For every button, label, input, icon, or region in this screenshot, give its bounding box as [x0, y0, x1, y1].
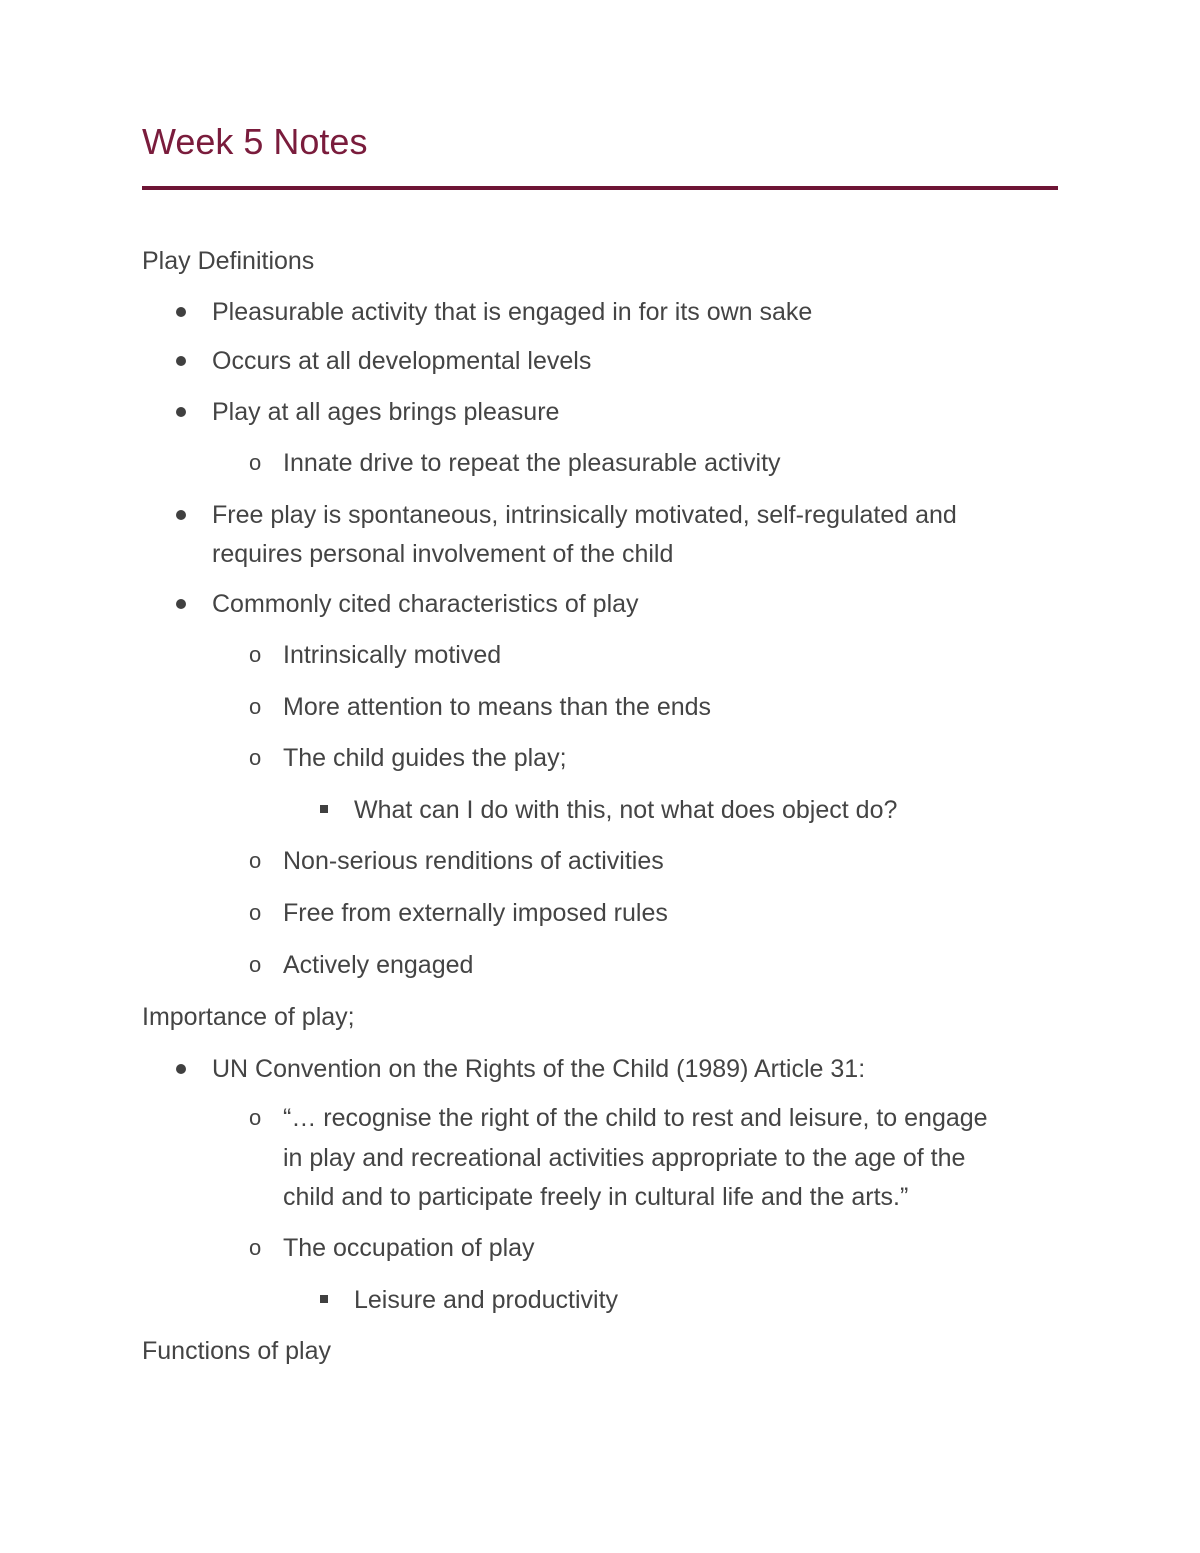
circle-bullet-icon: o — [249, 1235, 262, 1260]
circle-bullet-icon: o — [249, 745, 262, 770]
bullet-icon — [176, 599, 186, 609]
list-item: Free from externally imposed rules — [283, 899, 668, 927]
bullet-icon — [176, 407, 186, 417]
list-item: UN Convention on the Rights of the Child (1989) Article 31: — [212, 1055, 866, 1083]
list-item: The occupation of play — [283, 1234, 535, 1262]
circle-bullet-icon: o — [249, 1105, 262, 1130]
bullet-icon — [176, 510, 186, 520]
list-item: Leisure and productivity — [354, 1286, 619, 1314]
list-item: Free play is spontaneous, intrinsically motivated, self-regulated and — [212, 501, 957, 529]
circle-bullet-icon: o — [249, 450, 262, 475]
list-item: The child guides the play; — [283, 744, 567, 772]
section-heading-importance-of-play: Importance of play; — [142, 1003, 355, 1031]
circle-bullet-icon: o — [249, 952, 262, 977]
list-item: What can I do with this, not what does object do? — [354, 796, 898, 824]
list-item-continuation: child and to participate freely in cultural life and the arts.” — [283, 1183, 909, 1211]
list-item: Non-serious renditions of activities — [283, 847, 664, 875]
circle-bullet-icon: o — [249, 848, 262, 873]
list-item: “… recognise the right of the child to rest and leisure, to engage — [283, 1104, 988, 1132]
bullet-icon — [176, 356, 186, 366]
circle-bullet-icon: o — [249, 642, 262, 667]
list-item-continuation: in play and recreational activities appropriate to the age of the — [283, 1144, 966, 1172]
page-title: Week 5 Notes — [142, 121, 368, 162]
bullet-icon — [176, 1064, 186, 1074]
list-item-continuation: requires personal involvement of the child — [212, 540, 674, 568]
list-item: More attention to means than the ends — [283, 693, 712, 721]
list-item: Occurs at all developmental levels — [212, 347, 592, 375]
square-bullet-icon — [320, 1295, 328, 1303]
list-item: Commonly cited characteristics of play — [212, 590, 639, 618]
list-item: Innate drive to repeat the pleasurable activity — [283, 449, 781, 477]
list-item: Actively engaged — [283, 951, 474, 979]
circle-bullet-icon: o — [249, 694, 262, 719]
title-underline — [142, 186, 1058, 190]
section-heading-play-definitions: Play Definitions — [142, 247, 315, 275]
bullet-icon — [176, 307, 186, 317]
section-heading-functions-of-play: Functions of play — [142, 1337, 331, 1365]
circle-bullet-icon: o — [249, 900, 262, 925]
list-item: Pleasurable activity that is engaged in for its own sake — [212, 298, 813, 326]
list-item: Play at all ages brings pleasure — [212, 398, 560, 426]
square-bullet-icon — [320, 805, 328, 813]
list-item: Intrinsically motived — [283, 641, 502, 669]
